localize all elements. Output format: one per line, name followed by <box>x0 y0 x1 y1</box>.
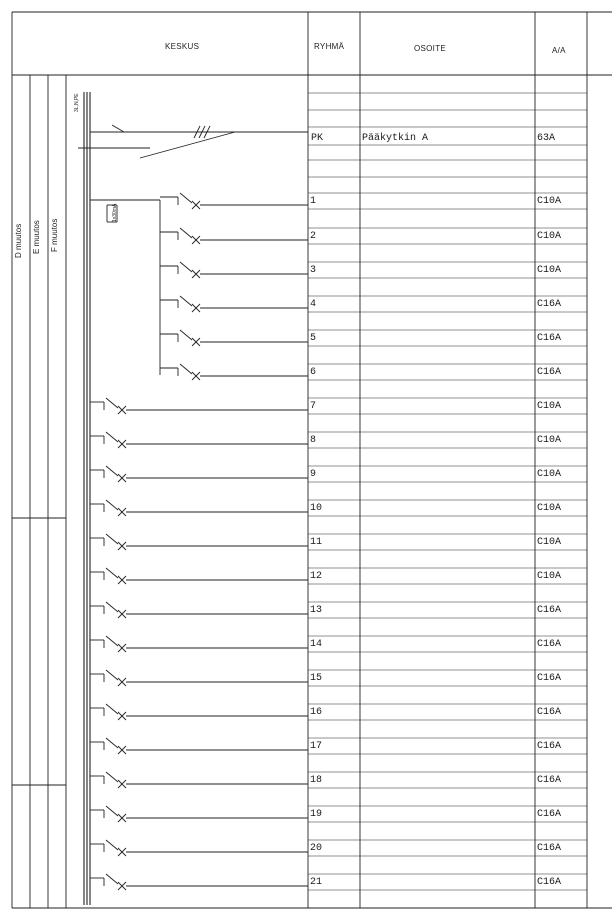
main-switch-rating: 63A <box>537 133 556 144</box>
group-rating: C10A <box>537 435 562 446</box>
group-number: 20 <box>310 843 323 854</box>
group-number: 14 <box>310 639 323 650</box>
group-12-contact <box>106 568 118 578</box>
header-ryhma: RYHMÄ <box>314 42 345 51</box>
group-rating: C16A <box>537 775 562 786</box>
side-label-f: F muutos <box>50 218 59 252</box>
group-number: 5 <box>310 333 317 344</box>
busbar-label: 3L,N,PE <box>74 93 80 112</box>
group-number: 8 <box>310 435 317 446</box>
group-number: 4 <box>310 299 317 310</box>
group-number: 19 <box>310 809 323 820</box>
group-number: 9 <box>310 469 317 480</box>
group-rating: C10A <box>537 469 562 480</box>
group-number: 11 <box>310 537 323 548</box>
group-number: 21 <box>310 877 323 888</box>
group-rating: C16A <box>537 707 562 718</box>
group-14-contact <box>106 636 118 646</box>
group-rating: C10A <box>537 231 562 242</box>
group-5-contact <box>180 330 192 340</box>
group-number: 7 <box>310 401 317 412</box>
group-rating: C16A <box>537 673 562 684</box>
main-switch-diagonal <box>140 132 235 158</box>
group-3-contact <box>180 262 192 272</box>
group-rating: C16A <box>537 741 562 752</box>
group-rating: C10A <box>537 537 562 548</box>
group-rating: C16A <box>537 367 562 378</box>
group-number: 17 <box>310 741 323 752</box>
group-21-contact <box>106 874 118 884</box>
group-8-contact <box>106 432 118 442</box>
group-17-contact <box>106 738 118 748</box>
group-rating: C16A <box>537 809 562 820</box>
group-4-contact <box>180 296 192 306</box>
group-7-contact <box>106 398 118 408</box>
group-number: 12 <box>310 571 323 582</box>
group-10-contact <box>106 500 118 510</box>
group-rating: C10A <box>537 503 562 514</box>
group-rating: C10A <box>537 196 562 207</box>
header-osoite: OSOITE <box>414 44 447 53</box>
group-rating: C16A <box>537 299 562 310</box>
group-15-contact <box>106 670 118 680</box>
group-number: 3 <box>310 265 317 276</box>
side-label-e: E muutos <box>32 220 41 254</box>
group-rating: C16A <box>537 605 562 616</box>
group-1-contact <box>180 193 192 203</box>
group-number: 16 <box>310 707 323 718</box>
group-2-contact <box>180 228 192 238</box>
group-rating: C16A <box>537 639 562 650</box>
group-19-contact <box>106 806 118 816</box>
group-16-contact <box>106 704 118 714</box>
header-aa: A/A <box>552 46 566 55</box>
group-rating: C10A <box>537 265 562 276</box>
group-9-contact <box>106 466 118 476</box>
header-keskus: KESKUS <box>165 42 200 51</box>
group-20-contact <box>106 840 118 850</box>
group-11-contact <box>106 534 118 544</box>
group-rating: C10A <box>537 401 562 412</box>
group-number: 2 <box>310 231 317 242</box>
group-number: 18 <box>310 775 323 786</box>
main-switch-address: Pääkytkin A <box>362 133 429 144</box>
group-number: 13 <box>310 605 323 616</box>
group-rating: C16A <box>537 333 562 344</box>
group-number: 10 <box>310 503 323 514</box>
group-6-contact <box>180 364 192 374</box>
side-label-d: D muutos <box>14 223 23 258</box>
group-number: 15 <box>310 673 323 684</box>
group-rating: C16A <box>537 843 562 854</box>
group-number: 6 <box>310 367 317 378</box>
group-rating: C16A <box>537 877 562 888</box>
group-13-contact <box>106 602 118 612</box>
group-number: 1 <box>310 196 317 207</box>
main-switch-group: PK <box>311 133 324 144</box>
rcd-label: 1x30mA <box>112 203 118 222</box>
group-rating: C10A <box>537 571 562 582</box>
group-18-contact <box>106 772 118 782</box>
main-switch-contact <box>112 125 124 132</box>
